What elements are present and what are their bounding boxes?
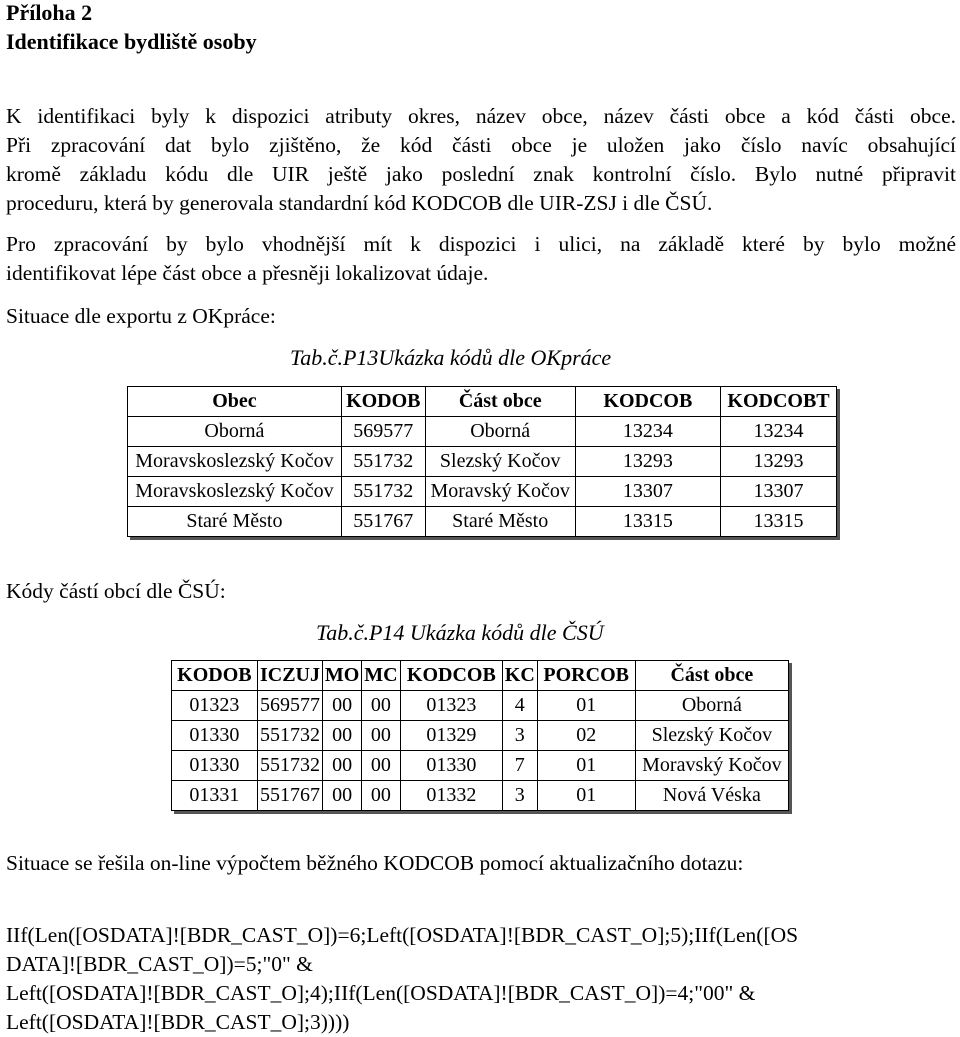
- table-cell: Oborná: [128, 417, 342, 447]
- table-cell: Slezský Kočov: [635, 721, 788, 751]
- table-cell: 01: [537, 691, 635, 721]
- table-cell: 01323: [400, 691, 502, 721]
- table-cell: 01: [537, 781, 635, 811]
- table-cell: Oborná: [425, 417, 575, 447]
- table-cell: 13293: [575, 447, 720, 477]
- paragraph-line: kromě základu kódu dle UIR ještě jako poslední znak kontrolní číslo. Bylo nutné připravit: [6, 162, 956, 186]
- table-cell: 551767: [341, 507, 425, 537]
- paragraph-line: Při zpracování dat bylo zjištěno, že kód části obce je uložen jako číslo navíc obsahující: [6, 133, 956, 157]
- table-cell: 01332: [400, 781, 502, 811]
- table-cell: 3: [502, 721, 537, 751]
- table-cell: 551732: [257, 751, 322, 781]
- okprace-table: [127, 386, 837, 537]
- table-cell: 13293: [721, 447, 837, 477]
- table-row: [172, 781, 789, 811]
- paragraph-line: Pro zpracování by bylo vhodnější mít k dispozici i ulici, na základě které by bylo možné: [6, 232, 956, 256]
- column-header: KODCOB: [400, 661, 502, 691]
- page-title: Identifikace bydliště osoby: [6, 29, 257, 54]
- table1-caption: Tab.č.P13Ukázka kódů dle OKpráce: [290, 345, 612, 370]
- table-cell: Staré Město: [128, 507, 342, 537]
- table-row: [128, 447, 837, 477]
- table-cell: Staré Město: [425, 507, 575, 537]
- column-header: KC: [502, 661, 537, 691]
- appendix-title: Příloha 2: [6, 0, 93, 25]
- table-cell: 01329: [400, 721, 502, 751]
- table-cell: 00: [361, 781, 400, 811]
- table-cell: 551732: [341, 477, 425, 507]
- column-header: MO: [323, 661, 362, 691]
- column-header: ICZUJ: [257, 661, 322, 691]
- table-cell: Nová Véska: [635, 781, 788, 811]
- table-cell: Moravskoslezský Kočov: [128, 477, 342, 507]
- paragraph-line: proceduru, která by generovala standardní kód KODCOB dle UIR-ZSJ i dle ČSÚ.: [6, 191, 713, 215]
- table-cell: 13234: [721, 417, 837, 447]
- code-line: IIf(Len([OSDATA]![BDR_CAST_O])=6;Left([OSDATA]![BDR_CAST_O];5);IIf(Len([OS: [6, 923, 799, 947]
- table-row: [128, 417, 837, 447]
- table-cell: Moravský Kočov: [635, 751, 788, 781]
- table-cell: Moravský Kočov: [425, 477, 575, 507]
- paragraph-2: [6, 230, 956, 288]
- table-cell: 00: [361, 721, 400, 751]
- paragraph-1: [6, 102, 956, 218]
- table-row: [128, 507, 837, 537]
- table-cell: 00: [323, 691, 362, 721]
- table-cell: 551767: [257, 781, 322, 811]
- table-cell: 01: [537, 751, 635, 781]
- table-cell: 4: [502, 691, 537, 721]
- code-line: Left([OSDATA]![BDR_CAST_O];3)))): [6, 1010, 350, 1034]
- table-row: [172, 691, 789, 721]
- table-cell: 01330: [172, 721, 258, 751]
- table-cell: 13315: [721, 507, 837, 537]
- paragraph-line: K identifikaci byly k dispozici atributy okres, název obce, název části obce a kód části obce.: [6, 104, 956, 128]
- csu-table: [171, 660, 789, 811]
- table-cell: 00: [361, 691, 400, 721]
- column-header: MC: [361, 661, 400, 691]
- table-cell: 13234: [575, 417, 720, 447]
- table-cell: 551732: [257, 721, 322, 751]
- table-cell: 13315: [575, 507, 720, 537]
- table-cell: 13307: [575, 477, 720, 507]
- table-cell: 02: [537, 721, 635, 751]
- table-cell: 00: [323, 781, 362, 811]
- table-cell: 551732: [341, 447, 425, 477]
- update-query-code: [6, 921, 956, 1037]
- table-cell: Oborná: [635, 691, 788, 721]
- table-cell: Moravskoslezský Kočov: [128, 447, 342, 477]
- column-header: KODCOBT: [721, 387, 837, 417]
- table-cell: 01331: [172, 781, 258, 811]
- section-heading-solution: Situace se řešila on-line výpočtem běžného KODCOB pomocí aktualizačního dotazu:: [6, 851, 744, 875]
- column-header: KODOB: [172, 661, 258, 691]
- table-cell: 569577: [341, 417, 425, 447]
- table-cell: 00: [323, 721, 362, 751]
- table-cell: 569577: [257, 691, 322, 721]
- table-cell: 01330: [400, 751, 502, 781]
- column-header: Část obce: [635, 661, 788, 691]
- table-cell: Slezský Kočov: [425, 447, 575, 477]
- column-header: Obec: [128, 387, 342, 417]
- table-row: [172, 751, 789, 781]
- code-line: Left([OSDATA]![BDR_CAST_O];4);IIf(Len([OSDATA]![BDR_CAST_O])=4;"00" &: [6, 981, 756, 1005]
- table-row: [172, 721, 789, 751]
- table-header-row: [128, 387, 837, 417]
- column-header: KODOB: [341, 387, 425, 417]
- column-header: KODCOB: [575, 387, 720, 417]
- section-heading-csu: Kódy částí obcí dle ČSÚ:: [6, 579, 226, 603]
- table-cell: 00: [323, 751, 362, 781]
- table-row: [128, 477, 837, 507]
- table2-caption: Tab.č.P14 Ukázka kódů dle ČSÚ: [316, 620, 604, 645]
- code-line: DATA]![BDR_CAST_O])=5;"0" &: [6, 952, 313, 976]
- column-header: PORCOB: [537, 661, 635, 691]
- table-cell: 13307: [721, 477, 837, 507]
- table-header-row: [172, 661, 789, 691]
- table-cell: 7: [502, 751, 537, 781]
- column-header: Část obce: [425, 387, 575, 417]
- table-cell: 3: [502, 781, 537, 811]
- table-cell: 01323: [172, 691, 258, 721]
- paragraph-line: identifikovat lépe část obce a přesněji lokalizovat údaje.: [6, 261, 489, 285]
- section-heading-okprace: Situace dle exportu z OKpráce:: [6, 304, 276, 328]
- table-cell: 00: [361, 751, 400, 781]
- table-cell: 01330: [172, 751, 258, 781]
